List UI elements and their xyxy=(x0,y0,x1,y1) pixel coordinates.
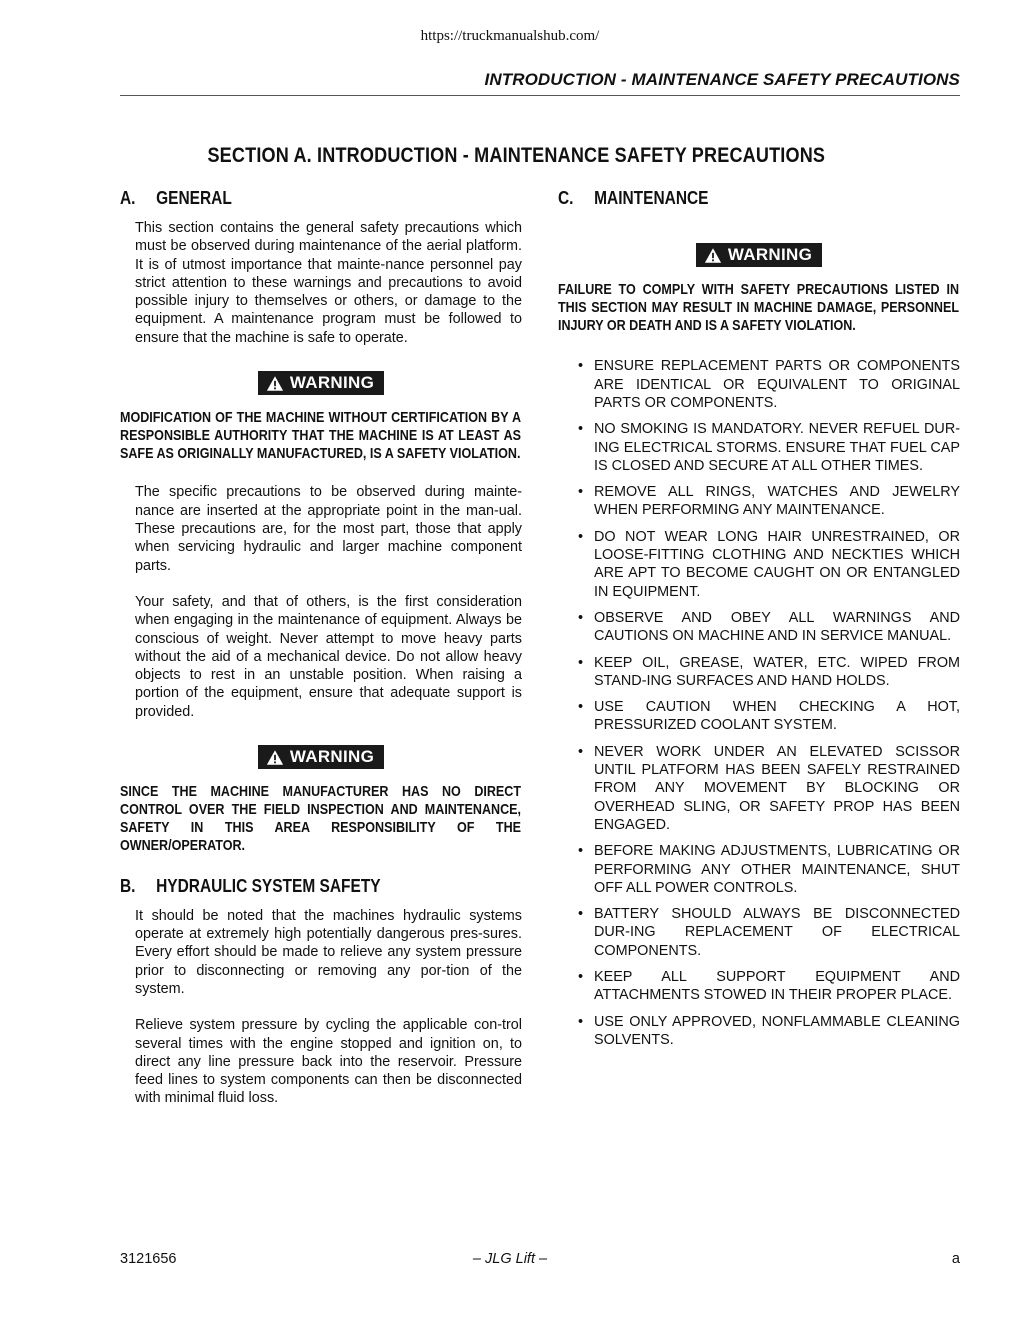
header-rule xyxy=(120,95,960,96)
maintenance-heading xyxy=(558,188,904,209)
right-column xyxy=(558,188,960,1057)
warning-label: WARNING xyxy=(289,747,375,767)
general-title: GENERAL xyxy=(156,188,232,208)
warning-text-1: MODIFICATION OF THE MACHINE WITHOUT CERTIFICATION BY A RESPONSIBLE AUTHORITY THAT THE MACHINE IS AT LEAST AS SAFE AS ORIGINALLY MANUFACTURED, IS A SAFETY VIOLATION. xyxy=(120,409,522,463)
maintenance-letter: C. xyxy=(558,188,574,208)
footer-page-number: a xyxy=(951,1251,960,1267)
footer-publisher: – JLG Lift – xyxy=(472,1251,548,1267)
warning-label: WARNING xyxy=(289,373,375,393)
maintenance-list xyxy=(558,357,960,1049)
hydraulic-title: HYDRAULIC SYSTEM SAFETY xyxy=(156,875,381,896)
list-item: • NEVER WORK UNDER AN ELEVATED SCISSOR UNTIL PLATFORM HAS BEEN SAFELY RESTRAINED FROM ANY MOVEMENT BY BLOCKING OR OVERHEAD SLING, OR SAFETY PROP HAS BEEN ENGAGED. xyxy=(578,743,960,833)
list-item: • USE CAUTION WHEN CHECKING A HOT, PRESSURIZED COOLANT SYSTEM. xyxy=(578,699,960,734)
hydraulic-heading xyxy=(120,876,466,897)
list-item: • BEFORE MAKING ADJUSTMENTS, LUBRICATING OR PERFORMING ANY OTHER MAINTENANCE, SHUT OFF ALL POWER CONTROLS. xyxy=(578,843,960,896)
left-column xyxy=(120,188,522,1126)
general-paragraph-3: Your safety, and that of others, is the first consideration when engaging in the maintenance of equipment. Always be conscious of weight. Never attempt to move heavy parts without the aid of a mechanical device. Do not allow heavy objects to rest in an unstable position. When raising a portion of the equipment, ensure that adequate support is provided. xyxy=(135,593,522,720)
warning-text-2: SINCE THE MACHINE MANUFACTURER HAS NO DIRECT CONTROL OVER THE FIELD INSPECTION AND MAINTENANCE, SAFETY IN THIS AREA RESPONSIBILITY OF THE OWNER/OPERATOR. xyxy=(120,783,522,855)
list-item: • OBSERVE AND OBEY ALL WARNINGS AND CAUTIONS ON MACHINE AND IN SERVICE MANUAL. xyxy=(578,609,960,645)
general-paragraph-1: This section contains the general safety precautions which must be observed during maintenance of the aerial platform. It is of utmost importance that mainte-nance personnel pay strict attention to these warnings and precautions to avoid possible injury to themselves or others, or damage to the equipment. A maintenance program must be followed to ensure that the machine is safe to operate. xyxy=(135,220,522,346)
warning-box-1 xyxy=(120,371,522,397)
warning-label: WARNING xyxy=(727,245,813,264)
warning-box-2 xyxy=(120,745,522,771)
list-item: • BATTERY SHOULD ALWAYS BE DISCONNECTED DUR-ING REPLACEMENT OF ELECTRICAL COMPONENTS. xyxy=(578,906,960,959)
source-url: https://truckmanualshub.com/ xyxy=(420,28,600,44)
running-head: INTRODUCTION - MAINTENANCE SAFETY PRECAUTIONS xyxy=(484,70,960,89)
warning-badge xyxy=(258,745,384,769)
maintenance-title: MAINTENANCE xyxy=(594,188,709,208)
list-item: • NO SMOKING IS MANDATORY. NEVER REFUEL DUR-ING ELECTRICAL STORMS. ENSURE THAT FUEL CAP IS CLOSED AND SECURE AT ALL OTHER TIMES. xyxy=(578,421,960,474)
list-item: • ENSURE REPLACEMENT PARTS OR COMPONENTS ARE IDENTICAL OR EQUIVALENT TO ORIGINAL PARTS OR COMPONENTS. xyxy=(578,358,960,411)
list-item: • USE ONLY APPROVED, NONFLAMMABLE CLEANING SOLVENTS. xyxy=(578,1013,960,1048)
list-item: • KEEP ALL SUPPORT EQUIPMENT AND ATTACHMENTS STOWED IN THEIR PROPER PLACE. xyxy=(578,969,960,1004)
warning-badge xyxy=(696,243,822,267)
list-item: • REMOVE ALL RINGS, WATCHES AND JEWELRY WHEN PERFORMING ANY MAINTENANCE. xyxy=(578,484,960,519)
hydraulic-paragraph-1: It should be noted that the machines hydraulic systems operate at extremely high potentially dangerous pres-sures. Every effort should be made to relieve any system pressure prior to disconnecting or removing any por-tion of the system. xyxy=(135,907,522,997)
general-letter: A. xyxy=(120,188,136,208)
warning-badge xyxy=(258,371,384,395)
warning-triangle-icon xyxy=(704,247,722,264)
hydraulic-letter: B. xyxy=(120,875,136,896)
general-heading xyxy=(120,188,466,209)
warning-box-3 xyxy=(558,243,960,269)
list-item: • KEEP OIL, GREASE, WATER, ETC. WIPED FROM STAND-ING SURFACES AND HAND HOLDS. xyxy=(578,654,960,689)
warning-triangle-icon xyxy=(266,375,284,392)
section-title: SECTION A. INTRODUCTION - MAINTENANCE SAFETY PRECAUTIONS xyxy=(207,144,826,167)
general-paragraph-2: The specific precautions to be observed during mainte-nance are inserted at the appropriate point in the man-ual. These precautions are, for the most part, those that apply when servicing hydraulic and larger machine component parts. xyxy=(135,484,522,574)
hydraulic-paragraph-2: Relieve system pressure by cycling the applicable con-trol several times with the engine stopped and ignition on, to direct any line pressure back into the reservoir. Pressure feed lines to system components can then be disconnected with minimal fluid loss. xyxy=(135,1017,522,1107)
warning-text-3: FAILURE TO COMPLY WITH SAFETY PRECAUTIONS LISTED IN THIS SECTION MAY RESULT IN MACHINE DAMAGE, PERSONNEL INJURY OR DEATH AND IS A SAFETY VIOLATION. xyxy=(558,281,960,335)
warning-triangle-icon xyxy=(266,749,284,766)
list-item: • DO NOT WEAR LONG HAIR UNRESTRAINED, OR LOOSE-FITTING CLOTHING AND NECKTIES WHICH ARE APT TO BECOME CAUGHT ON OR ENTANGLED IN EQUIPMENT. xyxy=(578,528,960,600)
footer-doc-number: 3121656 xyxy=(120,1251,177,1267)
